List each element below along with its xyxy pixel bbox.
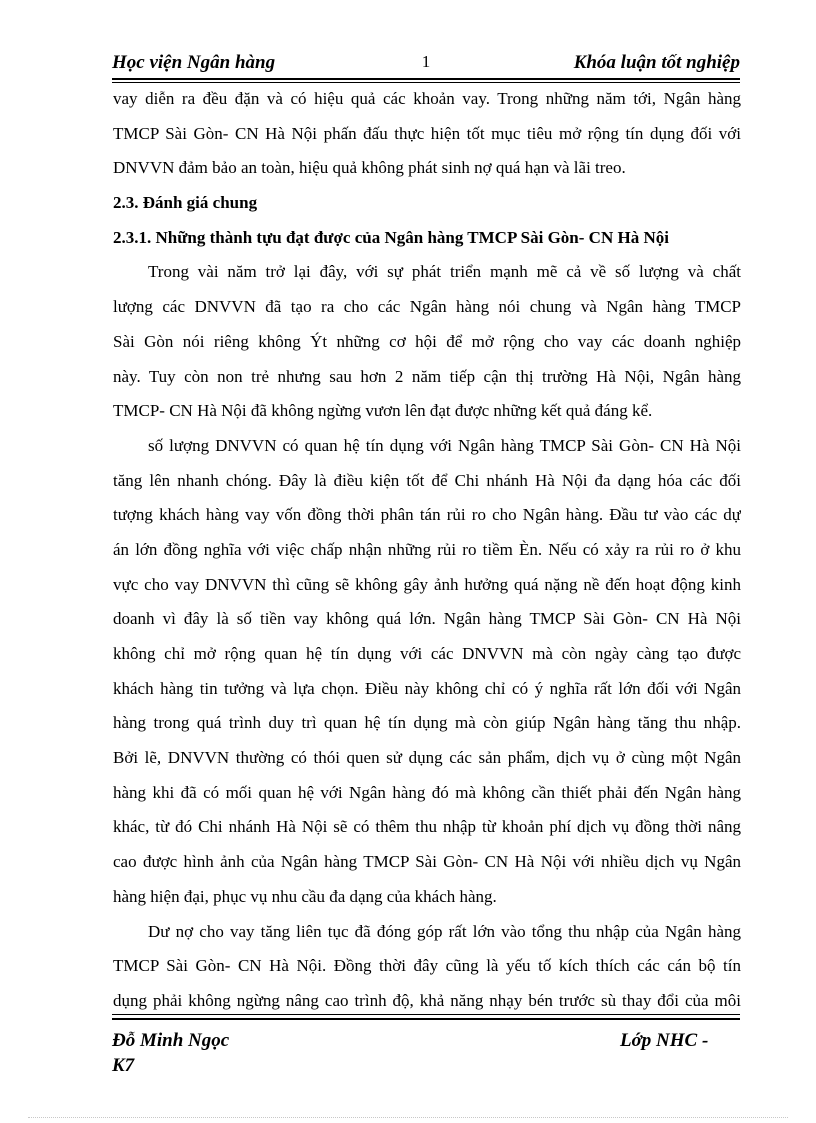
text-line: án lớn đồng nghĩa với việc chấp nhận những rủi ro tiềm Èn. Nếu có xảy ra rủi ro ở khu <box>113 539 741 559</box>
footer-rule-thin <box>112 1014 740 1015</box>
text-line: này. Tuy còn non trẻ nhưng sau hơn 2 năm tiếp cận thị trường Hà Nội, Ngân hàng <box>113 366 741 386</box>
text-line: cao được hình ảnh của Ngân hàng TMCP Sài Gòn- CN Hà Nội với nhiều dịch vụ Ngân <box>113 852 741 872</box>
text-line: không chỉ mở rộng quan hệ tín dụng với các DNVVN mà còn ngày càng tạo được <box>113 644 741 663</box>
text-line: dụng phải không ngừng nâng cao trình độ, khả năng nhạy bén trước sù thay đổi của môi <box>113 990 741 1010</box>
text-line: DNVVN đảm bảo an toàn, hiệu quả không phát sinh nợ quá hạn và lãi treo. <box>113 158 626 178</box>
text-line: tượng khách hàng vay vốn đồng thời phân tán rủi ro cho Ngân hàng. Đầu tư vào các dự <box>113 505 741 525</box>
page-edge-divider <box>28 1117 788 1118</box>
header-rule-thick <box>112 78 740 80</box>
text-line: tăng lên nhanh chóng. Đây là điều kiện tốt để Chi nhánh Hà Nội đa dạng hóa các đối <box>113 470 741 490</box>
text-line: Trong vài năm trở lại đây, với sự phát triển mạnh mẽ cả về số lượng và chất <box>148 262 741 282</box>
text-line: hàng hiện đại, phục vụ nhu cầu đa dạng của khách hàng. <box>113 886 497 906</box>
footer-author-cohort: K7 <box>112 1055 135 1076</box>
section-heading: 2.3.1. Những thành tựu đạt được của Ngân hàng TMCP Sài Gòn- CN Hà Nội <box>113 227 669 247</box>
text-line: vay diễn ra đều đặn và có hiệu quả các khoản vay. Trong những năm tới, Ngân hàng <box>113 89 741 108</box>
footer-author <box>112 1028 229 1078</box>
footer-class: Lớp NHC - <box>620 1030 709 1051</box>
page-header <box>112 50 740 78</box>
text-line: lượng các DNVVN đã tạo ra cho các Ngân hàng nói chung và Ngân hàng TMCP <box>113 297 741 317</box>
body-text <box>113 82 741 1019</box>
text-line: TMCP Sài Gòn- CN Hà Nội phấn đấu thực hiện tốt mục tiêu mở rộng tín dụng đối với <box>113 123 741 143</box>
text-line: TMCP- CN Hà Nội đã không ngừng vươn lên đạt được những kết quả đáng kể. <box>113 401 653 421</box>
header-document-type: Khóa luận tốt nghiệp <box>573 52 740 73</box>
text-line: Sài Gòn nói riêng không Ýt những cơ hội để mở rộng cho vay các doanh nghiệp <box>113 331 741 351</box>
text-line: Dư nợ cho vay tăng liên tục đã đóng góp rất lớn vào tổng thu nhập của Ngân hàng <box>148 921 741 941</box>
text-line: TMCP Sài Gòn- CN Hà Nội. Đồng thời đây cũng là yếu tố kích thích các cán bộ tín <box>113 956 741 976</box>
text-line: khác, từ đó Chi nhánh Hà Nội sẽ có thêm thu nhập từ khoản phí dịch vụ đồng thời nâng <box>113 817 741 837</box>
text-line: khách hàng tin tưởng và lựa chọn. Điều này không chỉ có ý nghĩa rất lớn đối với Ngân <box>113 678 741 698</box>
footer-author-name: Đỗ Minh Ngọc <box>112 1030 230 1051</box>
text-line: số lượng DNVVN có quan hệ tín dụng với Ngân hàng TMCP Sài Gòn- CN Hà Nội <box>148 435 741 455</box>
text-line: hàng khi đã có mối quan hệ với Ngân hàng đó mà không cần thiết phải đến Ngân hàng <box>113 782 741 802</box>
text-line: hàng trong quá trình duy trì quan hệ tín dụng mà còn giúp Ngân hàng tăng thu nhập. <box>113 713 741 733</box>
header-institution: Học viện Ngân hàng <box>112 52 276 73</box>
text-line: vực cho vay DNVVN thì cũng sẽ không gây ảnh hưởng quá nặng nề đến hoạt động kinh <box>113 574 741 594</box>
page-number: 1 <box>421 52 431 71</box>
footer-rule-thick <box>112 1018 740 1020</box>
section-heading: 2.3. Đánh giá chung <box>113 193 258 213</box>
text-line: doanh vì đây là số tiền vay không quá lớn. Ngân hàng TMCP Sài Gòn- CN Hà Nội <box>113 609 741 629</box>
text-line: Bởi lẽ, DNVVN thường có thói quen sử dụng các sản phẩm, dịch vụ ở cùng một Ngân <box>113 748 741 768</box>
